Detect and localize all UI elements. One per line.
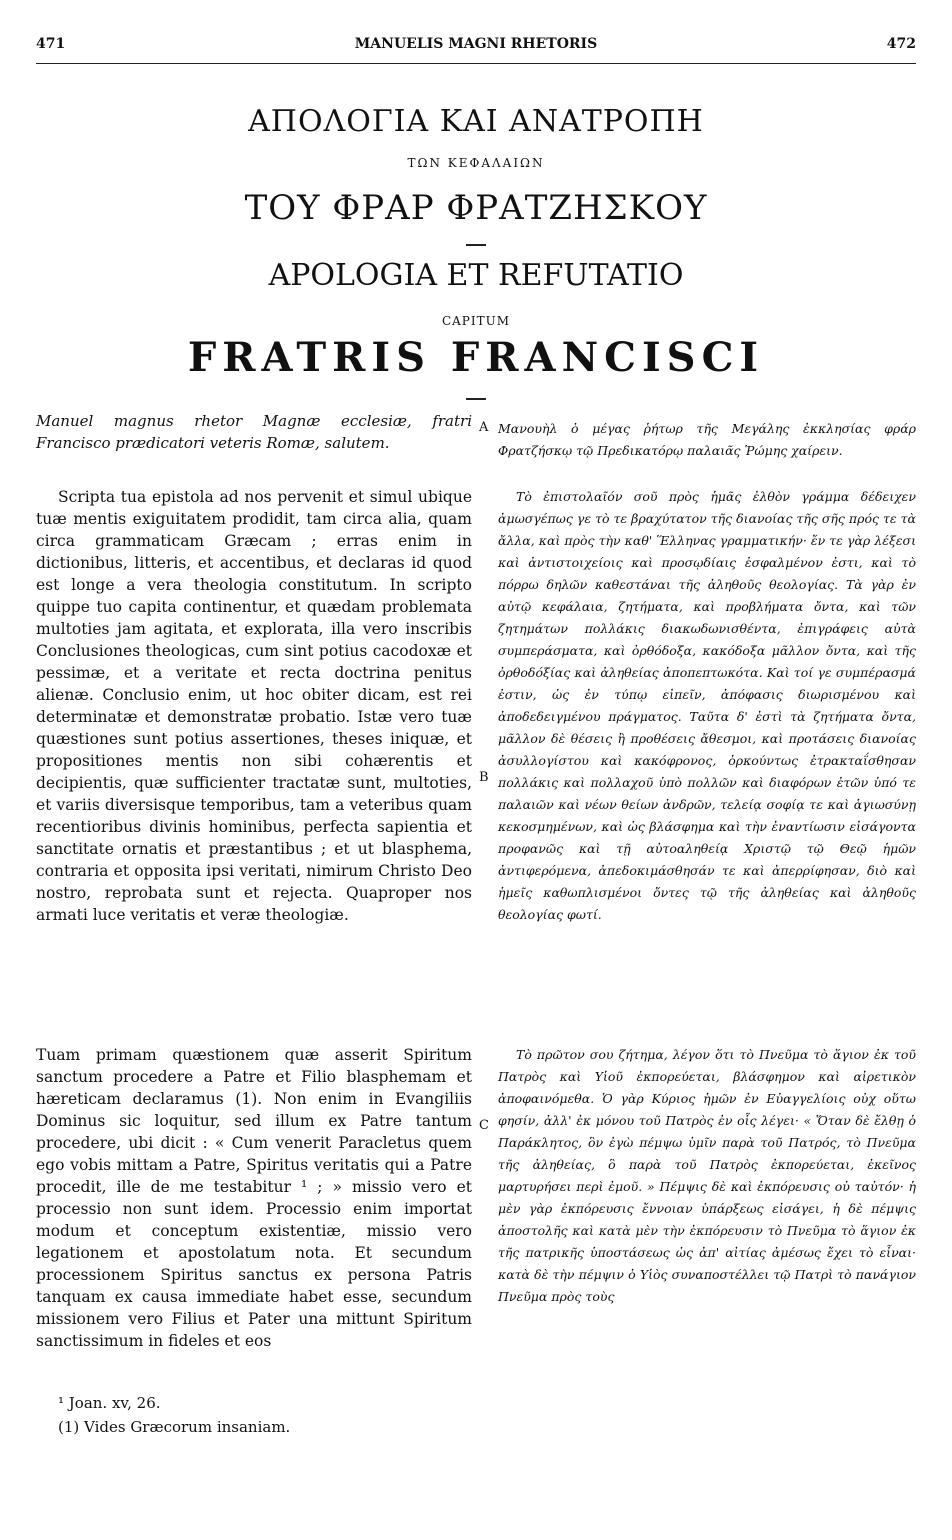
footnote-1: ¹ Joan. xv, 26. [58, 1394, 161, 1412]
greek-paragraph-1: Τὸ ἐπιστολαῖόν σοῦ πρὸς ἡμᾶς ἐλθὸν γράμμα δέδειχεν ἀμωσγέπως γε τὸ τε βραχύτατον τῆς διανοίας τῆς σῆς πρός τε τὰ ἄλλα, καὶ πρὸς τὴν καθ' Ἕλληνας γραμματικήν· ἔν τε γὰρ λέξεσι καὶ ἀντιστοιχείοις καὶ προσῳδίαις ἐσφαλμένον ἐστι, καὶ τὸ πόρρω δηλῶν καθεστάναι τῆς ἀληθοῦς θεολογίας. Τὰ γὰρ ἐν αὐτῷ κεφάλαια, ζητήματα, καὶ προβλήματα ὄντα, καὶ τῶν ζητημάτων πολλάκις διακωδωνισθέντα, ἐπιγράφεις αὐτὰ συμπεράσματα, καὶ ὀρθόδοξα, κακόδοξα μᾶλλον ὄντα, καὶ τῆς ὀρθοδόξίας καὶ ἀληθείας ἀποπεπτωκότα. Καὶ τοί γε συμπέρασμά ἐστιν, ὡς ἐν τύπῳ εἰπεῖν, ἀπόφασις διωρισμένου καὶ ἀποδεδειγμένου πράγματος. Ταῦτα δ' ἐστὶ τὰ ζητήματα ὄντα, μᾶλλον δὲ θέσεις ἢ προθέσεις ἄθεσμοι, καὶ προτάσεις διανοίας ἀσυλλογίστου καὶ κακόφρονος, ὁρκούντως ἐτρακταΐσθησαν πολλάκις καὶ πολλαχοῦ ὑπὸ πολλῶν καὶ διαφόρων ἐτῶν ὑπό τε παλαιῶν καὶ νέων θείων ἀνδρῶν, τελείᾳ σοφίᾳ τε καὶ ἁγιωσύνῃ κεκοσμημένων, καὶ ὡς βλάσφημα καὶ τὴν ἐναντίωσιν εἰσάγοντα προφανῶς καὶ τῇ αὐτοαληθείᾳ Χριστῷ τῷ Θεῷ ἡμῶν ἀντιφερόμενα, ἀπεδοκιμάσθησάν τε καὶ ἀπερρίφησαν, διὸ καὶ ἡμεῖς καθωπλισμένοι ὄντες τῷ τῆς ἀληθείας καὶ ἀληθοῦς θεολογίας φωτί. [498, 489, 916, 922]
greek-salutation: Μανουὴλ ὁ μέγας ῥήτωρ τῆς Μεγάλης ἐκκλησίας φράρ Φρατζήσκῳ τῷ Πρεδικατόρῳ παλαιᾶς Ῥώμης χαίρειν. [498, 421, 916, 458]
marker-a: A [479, 420, 489, 435]
greek-title-line-2: ΤΩΝ ΚΕΦΑΛΑΙΩΝ [407, 156, 545, 170]
latin-paragraph-1: Scripta tua epistola ad nos pervenit et simul ubique tuæ mentis exiguitatem prodidit, tam circa alia, quam circa grammaticam Græcam ; erras enim in dictionibus, litteris, et accentibus, et declaras id quod est longe a vera theologia constitutum. In scripto quippe tuo capita continentur, et quædam problemata multoties jam agitata, et explorata, illa vero inscribis Conclusiones theologicas, cum sint potius cacodoxæ et pessimæ, et a veritate et recta doctrina penitus alienæ. Conclusio enim, ut hoc obiter dicam, est rei determinatæ et demonstratæ probatio. Istæ vero tuæ quæstiones sunt potius assertiones, theses iniquæ, et propositiones mentis non sibi cohærentis et decipientis, quæ sufficienter tractatæ sunt, multoties, et variis diversisque temporibus, tam a veteribus quam recentioribus divinis hominibus, perfecta sapientia et sanctitate ornatis et præstantibus ; et ut blasphema, contraria et opposita ipsi veritati, nimirum Christo Deo nostro, reprobata sunt et rejecta. Quaproper nos armati luce veritatis et veræ theologiæ. [36, 488, 472, 924]
greek-paragraph-2: Τὸ πρῶτον σου ζήτημα, λέγον ὅτι τὸ Πνεῦμα τὸ ἅγιον ἐκ τοῦ Πατρὸς καὶ Υἱοῦ ἐκπορεύεται, βλάσφημον καὶ αἱρετικὸν ἀποφαινόμεθα. Ὁ γὰρ Κύριος ἡμῶν ἐν Εὐαγγελίοις οὐχ οὕτω φησίν, ἀλλ' ἐκ μόνου τοῦ Πατρὸς ἐν οἷς λέγει· « Ὅταν δὲ ἔλθῃ ὁ Παράκλητος, ὃν ἐγὼ πέμψω ὑμῖν παρὰ τοῦ Πατρός, τὸ Πνεῦμα τῆς ἀληθείας, ὃ παρὰ τοῦ Πατρὸς ἐκπορεύεται, ἐκεῖνος μαρτυρήσει περὶ ἐμοῦ. » Πέμψις δὲ καὶ ἐκπόρευσις οὐ ταὐτόν· ἡ μὲν γὰρ ἐκπόρευσις ἔννοιαν ὑπάρξεως εἰσάγει, ἡ δὲ πέμψις ἀποστολῆς καὶ κατὰ μὲν τὴν ἐκπόρευσιν τὸ Πνεῦμα τὸ ἅγιον ἐκ τῆς πατρικῆς ὑποστάσεως ὡς ἀπ' αἰτίας ἀμέσως ἔχει τὸ εἶναι· κατὰ δὲ τὴν πέμψιν ὁ Υἱὸς συναποστέλλει τῷ Πατρὶ τὸ πανάγιον Πνεῦμα πρὸς τοὺς [498, 1047, 916, 1304]
latin-title-line-3: FRATRIS FRANCISCI [187, 334, 765, 381]
latin-title-line-2: CAPITUM [441, 314, 511, 328]
latin-salutation: Manuel magnus rhetor Magnæ ecclesiæ, fratri Francisco prædicatori veteris Romæ, salutem. [36, 412, 472, 452]
title-dash-2 [466, 398, 486, 400]
title-dash-1 [466, 244, 486, 246]
latin-title-line-1: APOLOGIA ET REFUTATIO [268, 258, 684, 293]
page-number-right: 472 [886, 36, 916, 52]
header-rule [36, 63, 916, 64]
greek-title-line-3: ΤΟΥ ΦΡΑΡ ΦΡΑΤΖΗΣΚΟΥ [244, 188, 708, 228]
latin-paragraph-2: Tuam primam quæstionem quæ asserit Spiritum sanctum procedere a Patre et Filio blasphemam et hæreticam declaramus (1). Non enim in Evangiliis Dominus sic loquitur, sed illum ex Patre tantum procedere, ubi dicit : « Cum venerit Paracletus quem ego vobis mittam a Patre, Spiritus veritatis qui a Patre procedit, ille de me testabitur ¹ ; » missio vero et processio non sunt idem. Processio enim importat modum et conceptum existentiæ, missio vero legationem et apostolatum nota. Et secundum processionem Spiritus sanctus ex persona Patris tanquam ex causa immediate habet esse, secundum missionem vero Filius et Pater una mittunt Spiritum sanctissimum in fideles et eos [36, 1046, 472, 1350]
greek-title-line-1: ΑΠΟΛΟΓΙΑ ΚΑΙ ΑΝΑΤΡΟΠΗ [248, 104, 704, 139]
footnote-2: (1) Vides Græcorum insaniam. [58, 1418, 291, 1436]
page-number-left: 471 [36, 36, 66, 52]
running-title: MANUELIS MAGNI RHETORIS [354, 36, 598, 52]
marker-b: B [479, 770, 489, 785]
marker-c: C [479, 1118, 489, 1133]
